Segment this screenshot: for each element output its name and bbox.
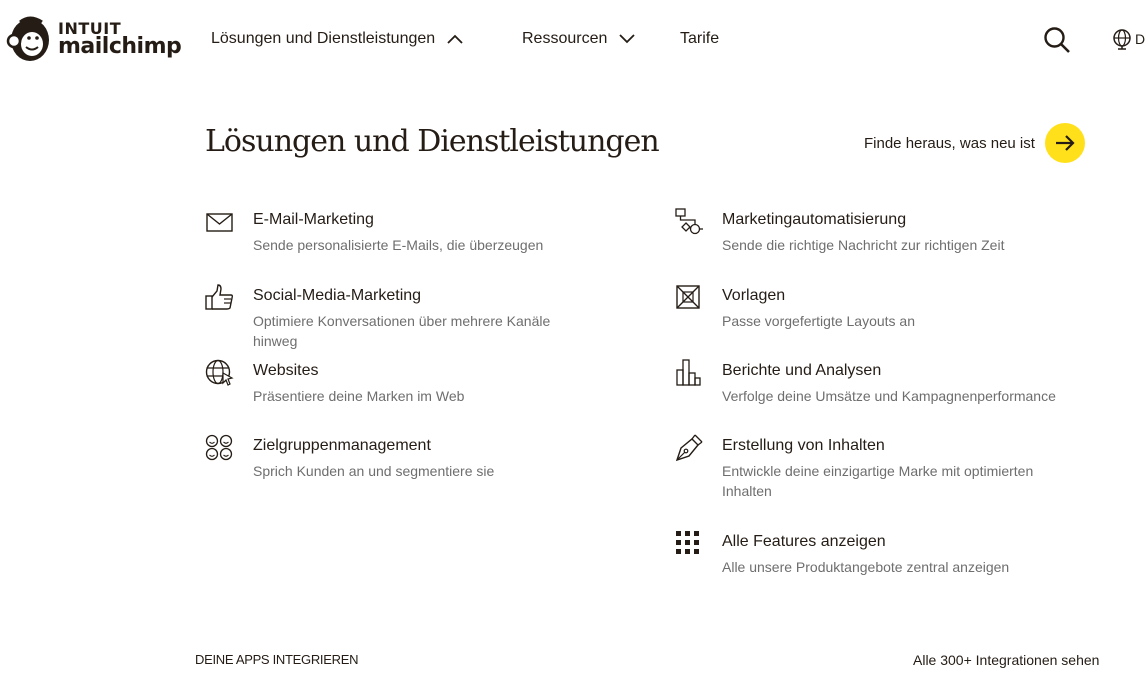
whats-new-label: Finde heraus, was neu ist xyxy=(864,134,1035,152)
grid-dots-icon xyxy=(674,529,704,559)
all-integrations-link[interactable]: Alle 300+ Integrationen sehen xyxy=(913,652,1100,668)
intuit-wordmark: INTUIT xyxy=(58,18,122,38)
whats-new-link[interactable] xyxy=(864,123,1085,163)
menu-item-title: Social-Media-Marketing xyxy=(253,287,422,304)
menu-item-title: Alle Features anzeigen xyxy=(722,533,886,550)
mailchimp-logo[interactable] xyxy=(6,14,181,64)
nav-pricing-label: Tarife xyxy=(680,30,720,47)
panel-title: Lösungen und Dienstleistungen xyxy=(205,124,659,159)
pen-nib-icon xyxy=(674,433,704,463)
template-icon xyxy=(674,283,704,313)
chevron-down-icon xyxy=(619,34,635,44)
menu-item-desc: Entwickle deine einzigartige Marke mit optimierten Inhalten xyxy=(722,463,1034,499)
menu-item-desc: Sprich Kunden an und segmentiere sie xyxy=(253,463,495,479)
bar-chart-icon xyxy=(674,358,704,388)
nav-solutions-label: Lösungen und Dienstleistungen xyxy=(211,30,436,47)
menu-item-title: Zielgruppenmanagement xyxy=(253,437,431,454)
thumbs-up-icon xyxy=(205,283,235,313)
nav-solutions[interactable] xyxy=(211,30,463,48)
menu-item-desc: Alle unsere Produktangebote zentral anzeigen xyxy=(722,559,1010,575)
automation-flow-icon xyxy=(674,207,704,237)
nav-pricing[interactable] xyxy=(680,30,719,48)
menu-item-websites[interactable] xyxy=(205,361,464,406)
menu-item-title: Websites xyxy=(253,362,319,379)
menu-item-audience[interactable] xyxy=(205,436,494,481)
top-navigation xyxy=(0,0,1145,80)
menu-item-desc: Sende personalisierte E-Mails, die überzeugen xyxy=(253,237,544,253)
envelope-icon xyxy=(205,207,235,237)
menu-item-desc: Optimiere Konversationen über mehrere Kanäle hinweg xyxy=(253,313,551,349)
menu-item-desc: Präsentiere deine Marken im Web xyxy=(253,388,465,404)
menu-item-desc: Verfolge deine Umsätze und Kampagnenperformance xyxy=(722,388,1056,404)
globe-cursor-icon xyxy=(205,358,235,388)
menu-item-title: Erstellung von Inhalten xyxy=(722,437,885,454)
nav-resources[interactable] xyxy=(522,30,635,48)
search-icon[interactable] xyxy=(1043,26,1071,54)
menu-item-content[interactable] xyxy=(674,436,1057,501)
menu-item-title: Marketingautomatisierung xyxy=(722,211,907,228)
menu-item-title: Vorlagen xyxy=(722,287,786,304)
menu-item-social-media[interactable] xyxy=(205,286,588,351)
audience-faces-icon xyxy=(205,433,235,463)
menu-item-templates[interactable] xyxy=(674,286,915,331)
chevron-up-icon xyxy=(447,34,463,44)
menu-item-desc: Sende die richtige Nachricht zur richtigen Zeit xyxy=(722,237,1005,253)
menu-item-title: E-Mail-Marketing xyxy=(253,211,374,228)
menu-item-title: Berichte und Analysen xyxy=(722,362,882,379)
menu-item-automation[interactable] xyxy=(674,210,1004,255)
globe-icon xyxy=(1112,28,1132,50)
language-label: D xyxy=(1135,31,1145,47)
menu-item-all-features[interactable] xyxy=(674,532,1009,577)
nav-resources-label: Ressourcen xyxy=(522,30,608,47)
menu-item-reports[interactable] xyxy=(674,361,1056,406)
menu-item-desc: Passe vorgefertigte Layouts an xyxy=(722,313,916,329)
mailchimp-wordmark: mailchimp xyxy=(58,33,182,59)
whats-new-button[interactable] xyxy=(1045,123,1085,163)
integrations-heading[interactable]: DEINE APPS INTEGRIEREN xyxy=(195,652,359,667)
freddie-logo-icon xyxy=(6,14,52,64)
menu-item-email-marketing[interactable] xyxy=(205,210,543,255)
language-selector[interactable] xyxy=(1112,28,1145,50)
arrow-right-icon xyxy=(1054,134,1076,152)
